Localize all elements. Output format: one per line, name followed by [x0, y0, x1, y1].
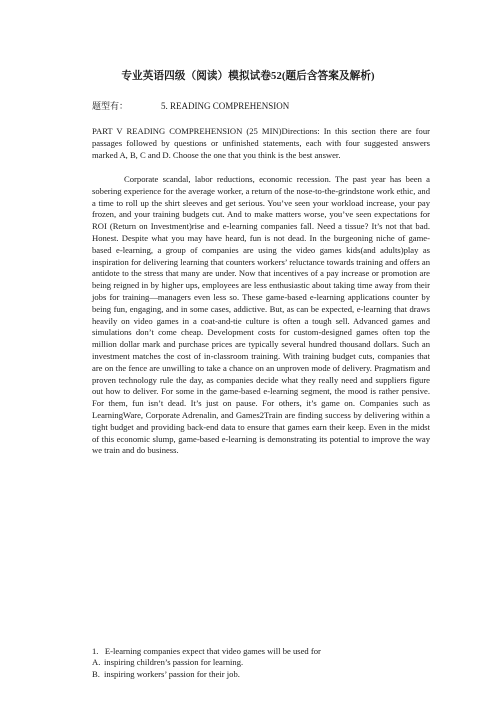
question-number: 1. [92, 646, 99, 656]
part-directions: PART V READING COMPREHENSION (25 MIN)Directions: In this section there are four passages followed by questions or unfinished statements, each with four suggested answers marked A, B, C and D. Choose the one that you think is the best answer. [92, 126, 430, 160]
option-key: A. [92, 657, 101, 668]
option-a [92, 657, 430, 668]
question-stem-line [92, 646, 430, 657]
question-type-label: 题型有： [92, 101, 129, 111]
option-text: inspiring children’s passion for learning. [104, 657, 244, 668]
option-b [92, 669, 430, 680]
question-block [92, 646, 430, 680]
question-type-value: 5. READING COMPREHENSION [161, 101, 290, 111]
question-stem: E-learning companies expect that video games will be used for [104, 646, 321, 656]
reading-passage: Corporate scandal, labor reductions, economic recession. The past year has been a sobering experience for the average worker, a return of the nose-to-the-grindstone work ethic, and a time to roll up the shirt sleeves and get serious. You’ve seen your workload increase, your pay frozen, and your training budgets cut. And to make matters worse, you’ve seen expectations for ROI (Return on Investment)rise and e-learning companies fall. Need a tissue? It’s not that bad. Honest. Despite what you may have heard, fun is not dead. In the burgeoning niche of game-based e-learning, a group of companies are using the video games kids(and adults)play as inspiration for delivering learning that counters workers’ reluctance towards training and offers an antidote to the stress that many are under. Now that incentives of a pay increase or promotion are being reigned in by higher ups, employees are less enthusiastic about taking time away from their jobs for training—managers even less so. These game-based e-learning applications counter by being fun, engaging, and in some cases, addictive. But, as can be expected, e-learning that draws heavily on video games in a coat-and-tie culture is often a tough sell. Advanced games and simulations don’t come cheap. Development costs for custom-designed games often top the million dollar mark and purchase prices are typically several hundred thousand dollars. Such an investment matches the cost of in-classroom training. With training budget cuts, companies that are on the fence are unwilling to take a chance on an unproven mode of delivery. Pragmatism and proven technology rule the day, as companies decide what they really need and suppliers figure out how to deliver. For some in the game-based e-learning segment, the mood is rather pensive. For them, fun isn’t dead. It’s just on pause. For others, it’s game on. Companies such as LearningWare, Corporate Adrenalin, and Games2Train are finding success by delivering within a tight budget and providing back-end data to ensure that games earn their keep. Even in the midst of this economic slump, game-based e-learning is demonstrating its potential to improve the way we train and do business. [92, 174, 430, 456]
option-key: B. [92, 668, 100, 679]
option-text: inspiring workers’ passion for their job. [104, 668, 240, 679]
page-title: 专业英语四级（阅读）模拟试卷52(题后含答案及解析) [121, 71, 375, 82]
question-type-line [92, 99, 289, 112]
